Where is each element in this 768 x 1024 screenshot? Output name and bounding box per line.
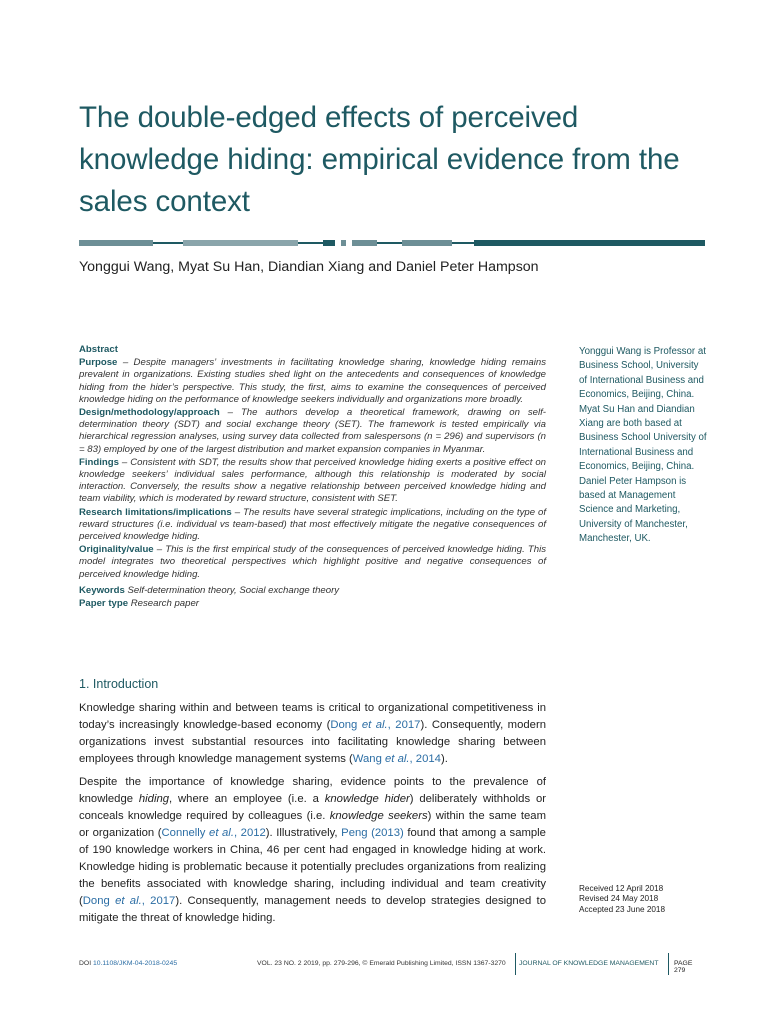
page-number: PAGE 279 [674,960,693,974]
date-received: Received 12 April 2018 [579,884,664,893]
citation-etal: et al. [361,719,388,731]
introduction-body [79,700,546,933]
citation-year: , 2017 [141,895,176,907]
citation-etal: et al. [209,827,234,839]
citation-link[interactable] [83,895,176,907]
intro-paragraph-2 [79,774,546,927]
citation-author: Wang [352,753,386,765]
citation-year: , 2017 [387,719,421,731]
abstract [79,344,546,611]
text-span: ) within the same team or organization ( [79,810,546,839]
limitations-text: – The results have several strategic implications, including on the type of reward structures (i.e. individual vs team-based) that most effectively mitigate the negative consequences of perceived knowledge hiding. [79,506,547,543]
citation-etal: et al. [115,895,142,907]
emphasis: knowledge seekers [329,810,428,822]
citation-link[interactable] [330,719,420,731]
doi-line [79,960,177,967]
text-span: ) deliberately withholds or conceals knowledge required by colleagues (i.e. [79,793,546,822]
article-title: The double-edged effects of perceived knowledge hiding: empirical evidence from the sales context [79,101,680,218]
author-names: Yonggui Wang, Myat Su Han, Diandian Xiang [79,259,365,275]
author-last: Daniel Peter Hampson [395,259,539,275]
author-conjunction: and [368,259,392,275]
text-span: ). Consequently, management needs to develop strategies designed to mitigate the threat of knowledge hiding. [79,895,546,924]
originality-label: Originality/value [79,544,154,556]
originality-text: – This is the first empirical study of the consequences of perceived knowledge hiding. This model integrates two theoretical perspectives which highlight positive and negative consequences of perceived knowledge hiding. [79,544,546,580]
text-span: ). Illustratively, [265,827,342,839]
citation-author: Dong [330,719,362,731]
footer-divider [515,953,516,975]
page-footer [79,957,705,979]
date-revised: Revised 24 May 2018 [579,894,659,904]
citation-link[interactable]: Peng (2013) [341,827,404,839]
purpose-text: – Despite managers’ investments in facilitating knowledge sharing, knowledge hiding remains prevalent in organizations. Existing studies shed light on the antecedents and consequences of knowledge hiding from the hider’s perspective. This study, the first, aims to examine the consequences of perceived knowledge hiding on the performance of knowledge seekers individually and organizations more broadly. [79,357,546,405]
citation-year: , 2012 [233,827,266,839]
text-span: found that among a sample of 190 knowledge workers in China, 46 per cent had engaged in knowledge hiding at work. Knowledge hiding is problematic because it potentially precludes organizations from realizing the benefits associated with knowledge sharing, including individual and team creativity ( [79,827,546,907]
abstract-design [79,407,546,456]
section-heading-introduction: 1. Introduction [79,677,159,691]
citation-author: Dong [82,895,116,907]
text-span: Knowledge sharing within and between teams is critical to organizational competitiveness in today’s increasingly knowledge-based economy ( [79,702,546,731]
author-bio: Yonggui Wang is Professor at Business School, University of International Business and Economics, Beijing, China. Myat Su Han and Diandian Xiang are both based at Business School University of International Business and Economics, Beijing, China. Daniel Peter Hampson is based at Management Science and Marketing, University of Manchester, Manchester, UK. [579,346,707,545]
abstract-heading: Abstract [79,344,118,355]
journal-name: JOURNAL OF KNOWLEDGE MANAGEMENT [519,960,659,967]
abstract-findings [79,457,546,506]
title-divider [79,240,705,246]
text-span: ). [440,753,448,765]
design-label: Design/methodology/approach [79,407,220,419]
citation-etal: et al. [385,753,410,765]
intro-paragraph-1 [79,700,546,768]
abstract-purpose [79,357,546,406]
citation-year: , 2014 [409,753,441,765]
abstract-papertype [79,598,546,610]
findings-label: Findings [79,456,119,468]
citation-link[interactable] [353,753,441,765]
citation-author: Connelly [161,827,210,839]
limitations-label: Research limitations/implications [79,506,232,518]
text-span: Despite the importance of knowledge sharing, evidence points to the prevalence of knowledge [79,776,546,805]
volume-info: VOL. 23 NO. 2 2019, pp. 279-296, © Emerald Publishing Limited, ISSN 1367-3270 [257,960,506,967]
abstract-originality [79,544,546,581]
doi-link[interactable]: 10.1108/JKM-04-2018-0245 [92,960,178,967]
article-dates [579,884,709,915]
purpose-label: Purpose [79,357,118,369]
date-accepted: Accepted 23 June 2018 [579,904,666,914]
papertype-text: Research paper [130,598,199,610]
text-span: ). Consequently, modern organizations invest substantial resources into facilitating knowledge sharing between employees through knowledge management systems ( [79,719,546,765]
keywords-label: Keywords [79,584,125,596]
abstract-keywords [79,585,546,597]
emphasis: knowledge hider [324,793,410,805]
emphasis: hiding [138,793,170,805]
footer-divider [668,953,669,975]
citation-link[interactable] [162,827,266,839]
author-list [79,259,699,275]
keywords-text: Self-determination theory, Social exchange theory [127,584,340,596]
papertype-label: Paper type [79,598,129,610]
findings-text: – Consistent with SDT, the results show that perceived knowledge hiding exerts a positive effect on knowledge seekers’ individual sales performance, although this relationship is moderated by social interaction. Conversely, the results show a negative relationship between perceived knowledge hiding and team viability, which is moderated by reward structure, consistent with SET. [79,456,546,505]
abstract-limitations [79,507,546,544]
text-span: , where an employee (i.e. a [169,793,325,805]
design-text: – The authors develop a theoretical framework, drawing on self-determination theory (SDT) and social exchange theory (SET). The framework is tested empirically via hierarchical regression analyses, using survey data collected from salespersons (n = 296) and supervisors (n = 83) employed by one of the largest distribution and market expansion companies in Myanmar. [79,407,546,455]
doi-label: DOI [79,960,92,967]
